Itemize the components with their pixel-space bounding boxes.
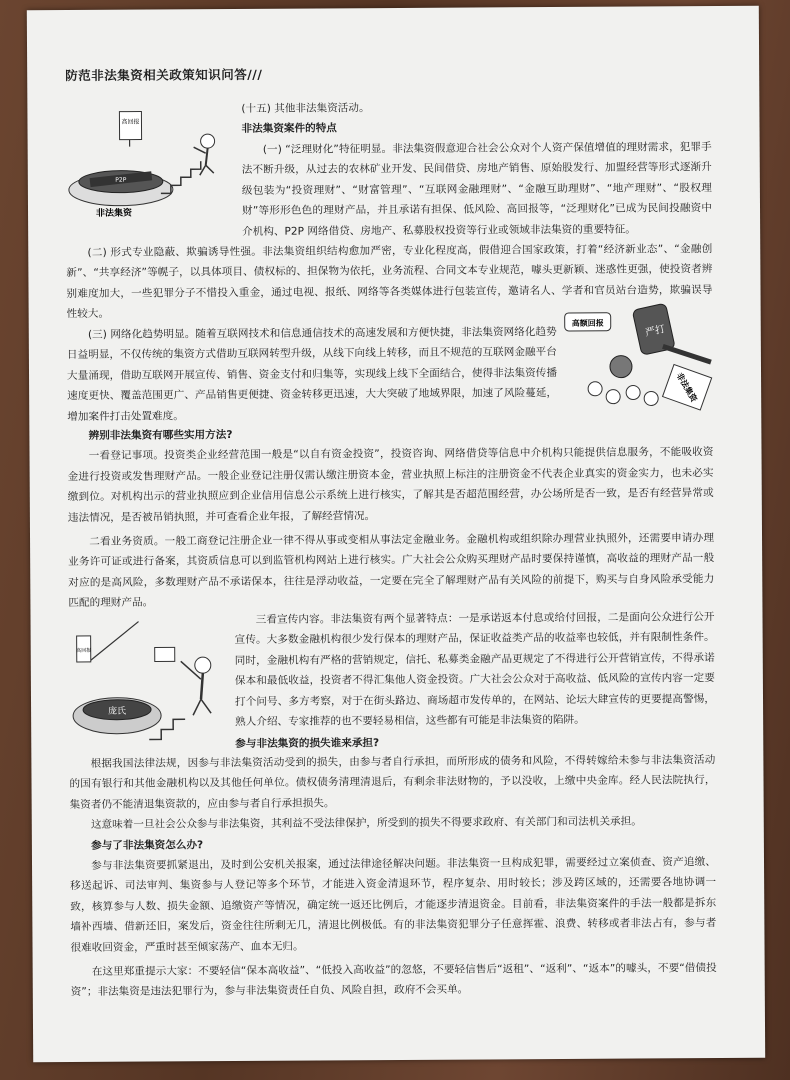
heading-handle: 参与了非法集资怎么办? (91, 838, 204, 852)
hammer-text: 严打 (644, 323, 667, 339)
loss-section: 根据我国法律法规，因参与非法集资活动受到的损失，由参与者自行承担，而所形成的债务和风险，不得转嫁给未参与非法集资活动的国有银行和其他金融机构以及其他任何单位。债权债务清理清退后，有剩余非法财物的，予以没收，上缴中央金库。经人民法院执行，集资者仍不能清退集资款的，应由参与者自行承担损失。 这意味着一旦社会公众参与非法集资，其利益不受法律保护，所受到的损失不得要求政府、有关部门和司法机关承担。 参与了非法集资怎么办? 参与非法集资要抓紧退出，及时到公安机关报案，通过法律途径解决问题。非法集资一旦构成犯罪，需要经过立案侦查、资产追缴、移送起诉、司法审判、集资参与人登记等多个环节，才能进入资金清退环节，程序复杂、用时较长；涉及跨区域的，还需要各地协调一致，核算参与人数、损失金额、追缴资产等情况，确定统一返还比例后，才能逐步清退资金。目前看，非法集资案件的手法一般都是拆东墙补西墙、借新还旧，案发后，资金往往所剩无几，清退比例极低。有的非法集资犯罪分子任意挥霍、浪费、转移或者非法占有，参与者很难收回资金，严重时甚至倾家荡产、血本无归。 在这里郑重提示大家：不要轻信“保本高收益”、“低投入高收益”的忽悠，不要轻信售后“返租”、“返利”、“返本”的噱头，不要“借债投资”；非法集资是违法犯罪行为，参与非法集资责任自负、风险自担，政府不会买单。 (69, 754, 717, 999)
illustration-hammer (563, 304, 714, 413)
features-p3: (三) 网络化趋势明显。随着互联网技术和信息通信技术的高速发展和方便快捷，非法集资网络化趋势日益明显，不仅传统的集资方式借助互联网转型升级，从线下向线上转移，而且不规范的互联网金融平台大量涌现，借助互联网开展宣传、销售、资金支付和归集等，实现线上线下全面结合，使得非法集资传播速度更快、覆盖范围更广、产品销售更便捷、资金转移更迅速，大大突破了地域界限，加速了风险蔓延，增加案件打击处置难度。 (66, 326, 558, 423)
identify-section: 辨别非法集资有哪些实用方法? 一看登记事项。投资类企业经营范围一般是“以自有资金投资”，投资咨询、网络借贷等信息中介机构只能提供信息服务，不能吸收资金进行投资或发售理财产品。一般企业登记注册仅需认缴注册资本金，营业执照上标注的注册资金不代表企业真实的资金实力，也未必实缴到位。对机构出示的营业执照应到企业信用信息公示系统上进行核实，了解其是否超范围经营，办公场所是否一致，是否有经营异常或违法情况，是否被吊销执照，并可查看企业年报，了解经营情况。 二看业务资质。一般工商登记注册企业一律不得从事或变相从事法定金融业务。金融机构或组织除办理营业执照外，还需要申请办理业务许可证或进行备案，其资质信息可以到监管机构网站上进行核实。广大社会公众购买理财产品时要保持谨慎，高收益的理财产品一般对应的是高风险，多数理财产品不承诺保本，往往是浮动收益，一定要在完全了解理财产品有关风险的前提下，购买与自身风险承受能力匹配的理财产品。 (67, 422, 714, 614)
sign-lure: 高回报 (76, 647, 92, 654)
sign-high-return: 高回报 (121, 118, 140, 126)
page-title: 防范非法集资相关政策知识问答/// (65, 66, 263, 84)
illus2-label: 非法集资 (674, 371, 699, 404)
illustration-trap-pit (65, 101, 236, 222)
section-intro: (十五) 其他非法集资活动。 非法集资案件的特点 (241, 96, 711, 140)
flyer-page (27, 6, 765, 1062)
illus-label: 非法集资 (96, 208, 133, 219)
pit-band-text: P2P (115, 176, 127, 184)
features-p2: (二) 形式专业隐蔽、欺骗诱导性强。非法集资组织结构愈加严密，专业化程度高，假借迎合国家政策，打着“经济新业态”、“金融创新”、“共享经济”等幌子，以具体项目、债权标的、担保物为依托，业务流程、合同文本专业规范，噱头更新颖、迷惑性更强，使投资者辨别难度加大，一些犯罪分子不惜投入重金，通过电视、报纸、网络等各类媒体进行包装宣传，邀请名人、学者和官员站台造势，欺骗误导性较大。 (66, 243, 713, 321)
sign-high-returns: 高额回报 (571, 318, 604, 328)
features-p1-top: (一) “泛理财化”特征明显。非法集资假意迎合社会公众对个人资产保值增值的理财需求，犯罪手法不断升级，从过去的农林矿业开发、民间借贷、房地产销售、原始股发行、加盟经营等形式逐渐升级包装为“投资理财”、“财富管理”、“互联网金融理财”、“金融互助理财”、“地产理财”、“股权理财”等形形色色的理财产品，并且承诺有担保、低风险、高回报等，“泛理财化”已成为民间投融资中介机构、P2P 网络借贷、房地产、私募股权投资等行业或领域非法集资的重要特征。 (241, 141, 713, 238)
heading-loss: 参与非法集资的损失谁来承担? (235, 737, 380, 751)
heading-identify: 辨别非法集资有哪些实用方法? (88, 428, 233, 442)
heading-features: 非法集资案件的特点 (241, 122, 337, 136)
identify-p3: 三看宣传内容。非法集资有两个显著特点：一是承诺返本付息或给付回报，二是面向公众进行公开宣传。大多数金融机构很少发行保本的理财产品，保证收益类产品的收益率也较低，并有限制性条件。同时，金融机构有严格的营销规定，信托、私募类金融产品更规定了不得进行公开营销宣传，不得承诺保本和最低收益，投资者不得汇集他人资金投资。广大社会公众对于高收益、低风险的宣传内容一定要打个问号、多方考察，对于在街头路边、商场超市发传单的，在网站、论坛大肆宣传的更要提高警惕，熟人介绍、专家推荐的也不要轻易相信，这些都有可能是非法集资的陷阱。 参与非法集资的损失谁来承担? (234, 607, 715, 755)
bowl-text: 庞氏 (108, 706, 127, 717)
illustration-ponzi (69, 617, 232, 746)
